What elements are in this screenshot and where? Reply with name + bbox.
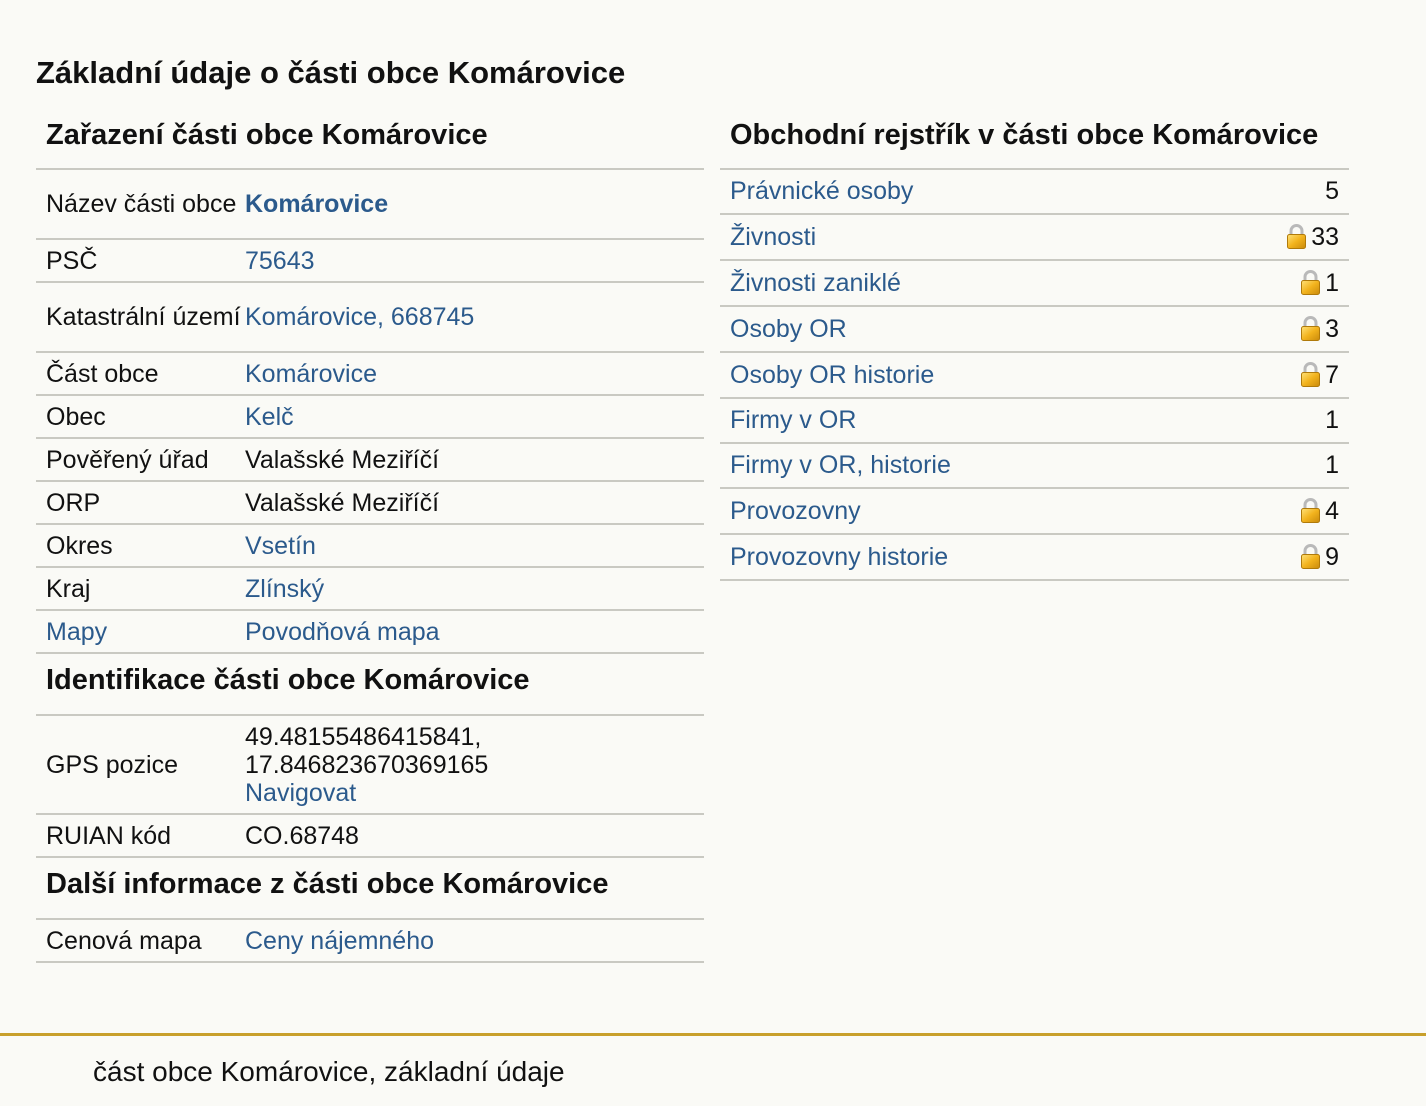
lock-icon (1300, 270, 1321, 296)
row-label: Část obce (46, 359, 159, 388)
authorized-office-value: Valašské Meziříčí (245, 445, 440, 474)
identification-title: Identifikace části obce Komárovice (36, 654, 704, 716)
maps-link[interactable]: Mapy (46, 617, 108, 646)
trades-link[interactable]: Živnosti (730, 222, 817, 251)
registry-title: Obchodní rejstřík v části obce Komárovice (720, 112, 1349, 170)
navigate-link[interactable]: Navigovat (245, 778, 357, 807)
left-column (36, 112, 704, 963)
lock-icon (1286, 224, 1307, 250)
table-row (36, 716, 704, 815)
persons-or-history-link[interactable]: Osoby OR historie (730, 360, 935, 389)
table-row (36, 525, 704, 568)
count: 4 (1325, 496, 1339, 525)
count: 1 (1325, 268, 1339, 297)
row-label: Katastrální území (46, 303, 241, 331)
classification-title: Zařazení části obce Komárovice (36, 112, 704, 170)
persons-or-link[interactable]: Osoby OR (730, 314, 847, 343)
registry-row (720, 489, 1349, 535)
lock-icon (1300, 498, 1321, 524)
row-label: Obec (46, 402, 106, 431)
row-label: ORP (46, 488, 101, 517)
count: 5 (1325, 177, 1339, 205)
table-row (36, 353, 704, 396)
registry-row (720, 444, 1349, 489)
row-label: Název části obce (46, 190, 237, 218)
more-info-title: Další informace z části obce Komárovice (36, 858, 704, 920)
registry-row (720, 399, 1349, 444)
legal-entities-link[interactable]: Právnické osoby (730, 177, 914, 205)
lock-icon (1300, 362, 1321, 388)
table-row (36, 815, 704, 858)
registry-row (720, 307, 1349, 353)
table-row (36, 240, 704, 283)
count: 1 (1325, 406, 1339, 434)
establishments-link[interactable]: Provozovny (730, 496, 861, 525)
lock-icon (1300, 316, 1321, 342)
right-column (720, 112, 1349, 581)
row-label: Kraj (46, 574, 91, 603)
region-link[interactable]: Zlínský (245, 574, 325, 603)
table-row (36, 283, 704, 353)
footer-divider (0, 1033, 1426, 1036)
establishments-history-link[interactable]: Provozovny historie (730, 542, 949, 571)
psc-link[interactable]: 75643 (245, 246, 315, 275)
table-row (36, 568, 704, 611)
registry-row (720, 170, 1349, 215)
table-row (36, 396, 704, 439)
table-row (36, 439, 704, 482)
row-label: PSČ (46, 246, 98, 275)
row-label: Cenová mapa (46, 926, 202, 955)
row-label: GPS pozice (46, 750, 179, 779)
flood-map-link[interactable]: Povodňová mapa (245, 617, 440, 646)
companies-or-history-link[interactable]: Firmy v OR, historie (730, 451, 951, 479)
page-title: Základní údaje o části obce Komárovice (36, 55, 626, 90)
registry-row (720, 261, 1349, 307)
row-label: Pověřený úřad (46, 445, 209, 474)
ruian-value: CO.68748 (245, 821, 359, 850)
table-row (36, 920, 704, 963)
table-row (36, 482, 704, 525)
part-name-link[interactable]: Komárovice (245, 190, 389, 218)
row-label: Okres (46, 531, 113, 560)
footer-caption: část obce Komárovice, základní údaje (93, 1056, 565, 1087)
defunct-trades-link[interactable]: Živnosti zaniklé (730, 268, 901, 297)
cadastral-link[interactable]: Komárovice, 668745 (245, 303, 475, 331)
registry-row (720, 215, 1349, 261)
count: 3 (1325, 314, 1339, 343)
rent-prices-link[interactable]: Ceny nájemného (245, 926, 435, 955)
count: 1 (1325, 451, 1339, 479)
gps-latitude: 49.48155486415841, (245, 722, 482, 751)
count: 7 (1325, 360, 1339, 389)
companies-or-link[interactable]: Firmy v OR (730, 406, 857, 434)
count: 9 (1325, 542, 1339, 571)
count: 33 (1311, 222, 1339, 251)
table-row (36, 611, 704, 654)
table-row (36, 170, 704, 240)
registry-row (720, 535, 1349, 581)
registry-row (720, 353, 1349, 399)
row-label: RUIAN kód (46, 821, 172, 850)
gps-longitude: 17.846823670369165 (245, 750, 489, 779)
municipal-part-link[interactable]: Komárovice (245, 359, 377, 388)
orp-value: Valašské Meziříčí (245, 488, 440, 517)
lock-icon (1300, 544, 1321, 570)
municipality-link[interactable]: Kelč (245, 402, 294, 431)
district-link[interactable]: Vsetín (245, 531, 316, 560)
